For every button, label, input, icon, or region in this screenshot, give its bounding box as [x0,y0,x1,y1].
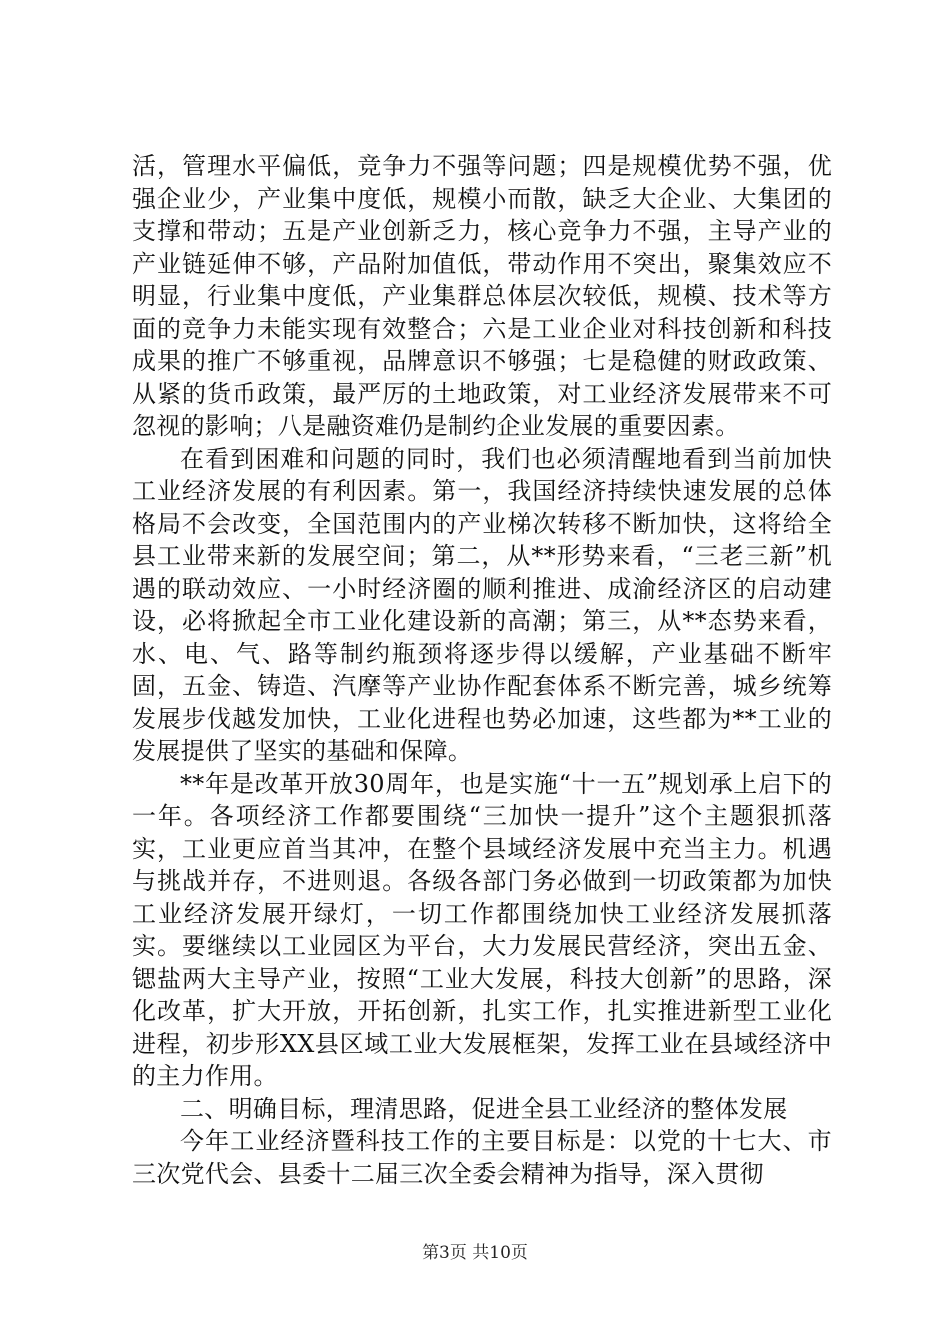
document-body [132,150,832,1190]
paragraph-reform-anniversary: **年是改革开放30周年，也是实施“十一五”规划承上启下的一年。各项经济工作都要围绕“三加快一提升”这个主题狠抓落实，工业更应首当其冲，在整个县域经济发展中充当主力。机遇与挑战并存，不进则退。各级各部门务必做到一切政策都为加快工业经济发展开绿灯，一切工作都围绕加快工业经济发展抓落实。要继续以工业园区为平台，大力发展民营经济，突出五金、锶盐两大主导产业，按照“工业大发展，科技大创新”的思路，深化改革，扩大开放，开拓创新，扎实工作，扎实推进新型工业化进程，初步形XX县区域工业大发展框架，发挥工业在县域经济中的主力作用。 [132,769,832,1090]
paragraph-favorable-factors: 在看到困难和问题的同时，我们也必须清醒地看到当前加快工业经济发展的有利因素。第一，我国经济持续快速发展的总体格局不会改变，全国范围内的产业梯次转移不断加快，这将给全县工业带来新的发展空间；第二，从**形势来看，“三老三新”机遇的联动效应、一小时经济圈的顺利推进、成渝经济区的启动建设，必将掀起全市工业化建设新的高潮；第三，从**态势来看，水、电、气、路等制约瓶颈将逐步得以缓解，产业基础不断牢固，五金、铸造、汽摩等产业协作配套体系不断完善，城乡统筹发展步伐越发加快，工业化进程也势必加速，这些都为**工业的发展提供了坚实的基础和保障。 [132,444,832,765]
section-heading: 二、明确目标，理清思路，促进全县工业经济的整体发展 [180,1094,788,1123]
paragraph-main-goals: 今年工业经济暨科技工作的主要目标是：以党的十七大、市三次党代会、县委十二届三次全委会精神为指导，深入贯彻 [132,1127,832,1188]
paragraph-continuation: 活，管理水平偏低，竞争力不强等问题；四是规模优势不强，优强企业少，产业集中度低，规模小而散，缺乏大企业、大集团的支撑和带动；五是产业创新乏力，核心竞争力不强，主导产业的产业链延伸不够，产品附加值低，带动作用不突出，聚集效应不明显，行业集中度低，产业集群总体层次较低，规模、技术等方面的竞争力未能实现有效整合；六是工业企业对科技创新和科技成果的推广不够重视，品牌意识不够强；七是稳健的财政政策、从紧的货币政策，最严厉的土地政策，对工业经济发展带来不可忽视的影响；八是融资难仍是制约企业发展的重要因素。 [132,152,832,440]
page-number-footer: 第3页 共10页 [422,1243,528,1263]
